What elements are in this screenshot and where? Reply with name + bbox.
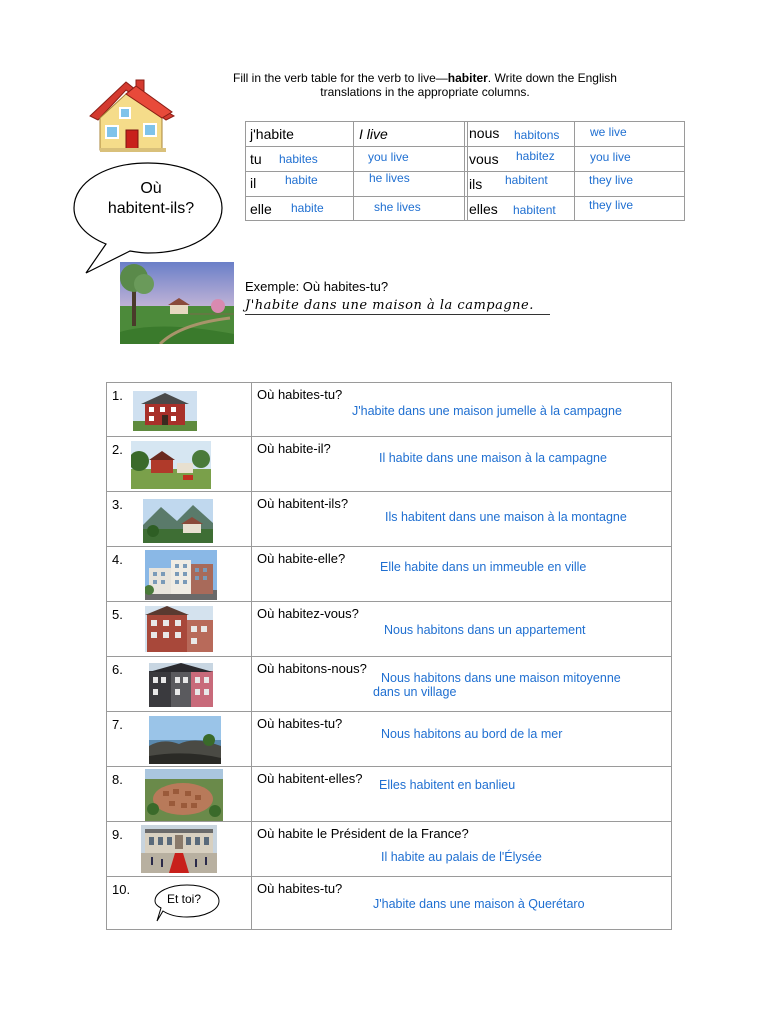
instructions-verb: habiter	[447, 71, 488, 85]
verb-form-cell[interactable]: habites	[279, 152, 318, 166]
pronoun-cell: nous	[469, 125, 500, 141]
table-row	[107, 492, 671, 547]
table-row	[107, 602, 671, 657]
example-answer: J'habite dans une maison à la campagne.	[245, 298, 534, 313]
pronoun-cell: tu	[250, 151, 262, 167]
conj-row	[245, 196, 685, 220]
pronoun-cell: elle	[250, 201, 272, 217]
mountain-house-photo	[143, 499, 213, 543]
answer-text[interactable]: Ils habitent dans une maison à la montagne	[385, 510, 627, 524]
red-house-photo	[133, 391, 197, 431]
question-text: Où habites-tu?	[257, 881, 343, 896]
pronoun-cell: vous	[469, 151, 499, 167]
row-number: 1.	[112, 388, 123, 403]
answer-text[interactable]: Nous habitons dans un appartement	[384, 623, 586, 637]
answer-text[interactable]: Nous habitons au bord de la mer	[381, 727, 563, 741]
pronoun-cell: elles	[469, 201, 498, 217]
row-number: 9.	[112, 827, 123, 842]
answer-text-continued[interactable]: dans un village	[373, 685, 457, 699]
question-text: Où habitez-vous?	[257, 606, 359, 621]
seaside-photo	[149, 716, 221, 764]
row-number: 8.	[112, 772, 123, 787]
english-cell[interactable]: we live	[590, 125, 627, 139]
bubble-line2: habitent-ils?	[107, 200, 195, 217]
instructions-text-end: . Write down the English	[487, 71, 617, 85]
answer-text[interactable]: Elles habitent en banlieu	[379, 778, 516, 792]
row-number: 3.	[112, 497, 123, 512]
question-text: Où habite-il?	[257, 441, 331, 456]
et-toi-label: Et toi?	[167, 892, 202, 906]
row-number: 10.	[112, 882, 131, 897]
row-number: 6.	[112, 662, 123, 677]
question-text: Où habites-tu?	[257, 716, 343, 731]
table-row	[107, 547, 671, 602]
table-row	[107, 437, 671, 492]
table-row	[107, 822, 671, 877]
english-cell[interactable]: she lives	[374, 200, 421, 214]
instructions	[200, 71, 650, 99]
verb-form-cell[interactable]: habitons	[514, 128, 560, 142]
english-cell[interactable]: he lives	[369, 171, 410, 185]
answer-text[interactable]: J'habite dans une maison à Querétaro	[373, 897, 585, 911]
english-cell[interactable]: they live	[589, 198, 634, 212]
english-cell[interactable]: they live	[589, 173, 634, 187]
questions-table	[106, 382, 672, 930]
pronoun-cell: j'habite	[250, 126, 294, 142]
question-text: Où habite le Président de la France?	[257, 826, 469, 841]
apartment-building-photo	[145, 550, 217, 600]
answer-text[interactable]: Il habite au palais de l'Élysée	[381, 850, 542, 864]
suburb-aerial-photo	[145, 769, 223, 821]
countryside-image	[120, 262, 234, 344]
table-row	[107, 657, 671, 712]
answer-text[interactable]: J'habite dans une maison jumelle à la campagne	[352, 404, 622, 418]
conj-row	[245, 121, 685, 145]
instructions-line2: translations in the appropriate columns.	[320, 85, 530, 99]
farm-photo	[131, 441, 211, 489]
instructions-text: Fill in the verb table for the verb to live—	[233, 71, 448, 85]
question-text: Où habites-tu?	[257, 387, 343, 402]
question-text: Où habitons-nous?	[257, 661, 367, 676]
verb-form-cell[interactable]: habite	[285, 173, 318, 187]
english-cell[interactable]: I live	[359, 126, 388, 142]
example-label: Exemple: Où habites-tu?	[245, 279, 389, 294]
answer-text[interactable]: Nous habitons dans une maison mitoyenne	[381, 671, 621, 685]
row-number: 5.	[112, 607, 123, 622]
house-icon	[86, 76, 178, 156]
english-cell[interactable]: you live	[368, 150, 409, 164]
answer-text[interactable]: Il habite dans une maison à la campagne	[379, 451, 607, 465]
row-number: 2.	[112, 442, 123, 457]
question-text: Où habitent-ils?	[257, 496, 349, 511]
brick-building-photo	[145, 606, 213, 652]
verb-form-cell[interactable]: habite	[291, 201, 324, 215]
table-row	[107, 767, 671, 822]
answer-text[interactable]: Elle habite dans un immeuble en ville	[380, 560, 587, 574]
row-houses-photo	[149, 663, 213, 707]
row-number: 4.	[112, 552, 123, 567]
example-underline	[245, 314, 550, 315]
table-row	[107, 383, 671, 437]
pronoun-cell: ils	[469, 176, 483, 192]
table-row	[107, 712, 671, 767]
question-text: Où habitent-elles?	[257, 771, 363, 786]
elysee-palace-photo	[141, 825, 217, 873]
bubble-question	[96, 179, 206, 219]
verb-form-cell[interactable]: habitent	[505, 173, 548, 187]
verb-form-cell[interactable]: habitez	[516, 149, 555, 163]
english-cell[interactable]: you live	[590, 150, 631, 164]
question-text: Où habite-elle?	[257, 551, 346, 566]
verb-form-cell[interactable]: habitent	[513, 203, 556, 217]
conj-row	[245, 146, 685, 170]
row-number: 7.	[112, 717, 123, 732]
bubble-line1: Où	[140, 180, 162, 197]
pronoun-cell: il	[250, 175, 257, 191]
conj-row	[245, 171, 685, 195]
conjugation-table	[245, 121, 685, 221]
table-row	[107, 877, 671, 929]
